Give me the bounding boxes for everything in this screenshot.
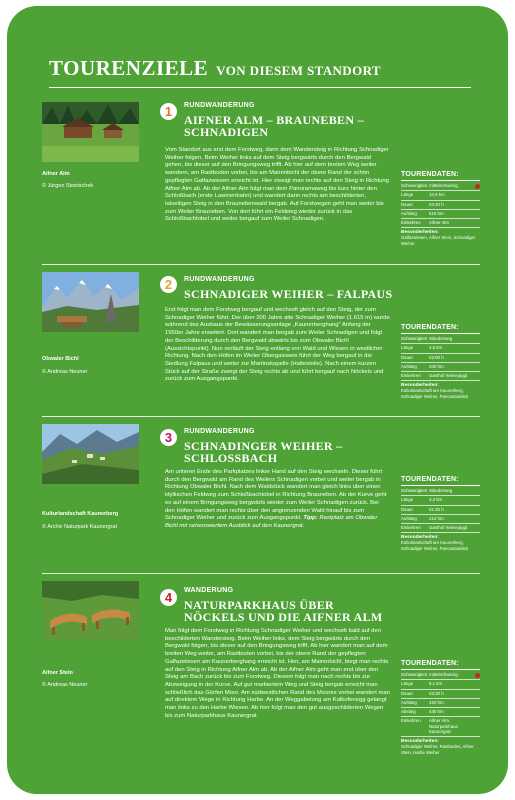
difficulty-dot-icon	[475, 184, 480, 189]
tour-kind: RUNDWANDERUNG	[184, 276, 255, 283]
tour-data-row: Länge 10,9 km	[401, 191, 480, 200]
title-sub: VON DIESEM STANDORT	[216, 63, 382, 78]
tour-number-badge: 2	[160, 276, 177, 293]
tour-data-row: Schwierigkeit mittelschwierig	[401, 182, 480, 191]
besonderheiten-label: Besonderheiten:	[401, 738, 439, 744]
tour-data-table	[401, 660, 480, 755]
tour-title: SCHNADIGER WEIHER – FALPAUS	[184, 287, 393, 301]
besonderheiten-value: Kulturlandschaft am Kaunerberg, Schnadiger Weiher, Panoramablick	[401, 540, 469, 552]
tour-number-badge: 1	[160, 103, 177, 120]
tour-description: Vom Standort aus erst dem Forstweg, dann dem Wandersteig in Richtung Schnadiger Weiher folgen. Beim Weiher links auf dem Steig bergwärts durch den Bergwald gehen, bis dieser auf den Bringungsweg trifft. Ab hier auf dem breiten Weg weiter wandern, am Rastboden vorbei, bis am Mairenbichl der obere Rand der schön gepflegten Galfazwiesen erreicht ist. Hier zweigt man rechts auf den Steig in Richtung Aifner Alm ab. Ab der Aifner Alm folgt man dem Panoramaweg bis kurz hinter den Schloßbach (erste Lawinenbahn) und wandert dann rechts am beschilderten, talseitigen Steig in den Braunebenwald bergab. Auf Forstwegen geht man weiter bis zum Weiler Brauneben. Von dort führt ein Feldweg wieder zurück in das Schloßbachtobel und weiter bergauf zum Weiler Schnadigen.	[165, 147, 389, 223]
besonderheiten-value: Schnadiger Weiher, Rastboden, Aifner Stein, Harbe Weiher	[401, 743, 474, 755]
poster-board	[7, 6, 508, 794]
photo-credit: © Andreas Neuner	[42, 682, 88, 688]
tip-text: Rastplatz am Obwaler Bichl mit sehenswertem Ausblick auf den Kaunergrat.	[165, 515, 378, 529]
besonderheiten-label: Besonderheiten:	[401, 230, 439, 236]
photo-credit: © Jürgen Stoetschek	[42, 183, 94, 189]
photo-title: Aifner Stein	[42, 670, 73, 676]
tour-data-row: Schwierigkeit Wanderweg	[401, 487, 480, 496]
tour-data-row: Länge 8,1 km	[401, 680, 480, 689]
tour-data-row: Dauer 03:20 h	[401, 690, 480, 699]
photo-aifner-alm	[42, 102, 139, 162]
photo-credit: © Archiv Naturpark Kaunergrat	[42, 524, 117, 530]
tour-number-badge: 3	[160, 429, 177, 446]
besonderheiten-value: Galfazwiesen, Aifner Stein, Schnadiger Weiher	[401, 235, 476, 247]
section-divider	[42, 573, 480, 574]
title-main: TOURENZIELE	[49, 56, 209, 80]
besonderheiten-label: Besonderheiten:	[401, 535, 439, 541]
tour-data-row: Aufstieg 212 hm	[401, 515, 480, 524]
tour-data-heading: TOURENDATEN:	[401, 660, 480, 670]
tour-data-heading: TOURENDATEN:	[401, 476, 480, 486]
photo-kulturlandschaft	[42, 424, 139, 484]
tour-data-heading: TOURENDATEN:	[401, 324, 480, 334]
tour-data-row: Einkehren Aifner Alm, Naturparkhaus Kaunergrat	[401, 717, 480, 737]
tour-title: AIFNER ALM – BRAUNEBEN – SCHNADIGEN	[184, 113, 364, 139]
tour-data-row: Aufstieg 616 hm	[401, 210, 480, 219]
tour-title: SCHNADINGER WEIHER – SCHLOSSBACH	[184, 439, 343, 465]
tour-data-row: Abstieg 440 hm	[401, 708, 480, 717]
tour-kind: RUNDWANDERUNG	[184, 428, 255, 435]
tour-data-row: Einkehren Gasthof Wiesejaggl	[401, 524, 480, 533]
tour-data-table	[401, 171, 480, 247]
tour-data-row: Schwierigkeit mittelschwierig	[401, 671, 480, 680]
tour-data-table	[401, 476, 480, 552]
tour-data-row: Dauer 02:00 h	[401, 354, 480, 363]
tour-data-row: Einkehren Gasthof Wiesejaggl	[401, 372, 480, 381]
tour-data-row: Aufstieg 200 hm	[401, 363, 480, 372]
page-title	[49, 56, 381, 81]
section-divider	[42, 264, 480, 265]
tour-kind: WANDERUNG	[184, 587, 234, 594]
tour-data-row: Dauer 01:30 h	[401, 506, 480, 515]
tour-data-table	[401, 324, 480, 400]
photo-obwaler-bichl	[42, 272, 139, 332]
tour-description: Erst folgt man dem Forstweg bergauf und wechselt gleich auf den Steig, der zum Schnadiger Weiher führt. Der über 200 Jahre alte Schnadiger Weiher (1.615 m) wurde während des Ausbaus der Bewässerungsanlage „Kaunerberghang" Anfang der 1950er Jahre erweitert. Dort wandert man bergab zum Weiler Schnadigen und folgt der Beschilderung durch den Bergwald abwärts bis zum Obwaler Bichl (Aussichtspunkt). Nun verläuft der Steig entlang von Wald und Wiesen in westlicher Richtung. Nach den Höfen im Weiler Obergaisweis führt der Weg bergauf in die Siedlung Falpaus und weiter zur Martinskapelle (Haltestelle). Nach einem kurzen Stück auf der Straße zweigt der Steig rechts ab und führt bergauf nach Nöckels und zurück zum Ausgangspunkt.	[165, 307, 390, 383]
besonderheiten-value: Kulturlandschaft am Kaunerberg, Schnadiger Weiher, Panoramablick	[401, 388, 469, 400]
tour-kind: RUNDWANDERUNG	[184, 102, 255, 109]
tour-data-row: Länge 4,5 km	[401, 344, 480, 353]
photo-aifner-stein	[42, 581, 139, 641]
tour-number-badge: 4	[160, 589, 177, 606]
tour-data-row: Länge 3,3 km	[401, 496, 480, 505]
photo-credit: © Andreas Neuner	[42, 369, 88, 375]
tip-label: Tipp:	[303, 515, 318, 522]
besonderheiten-label: Besonderheiten:	[401, 383, 439, 389]
tour-title: NATURPARKHAUS ÜBER NÖCKELS UND DIE AIFNER ALM	[184, 598, 383, 624]
difficulty-dot-icon	[475, 673, 480, 678]
photo-title: Obwaler Bichl	[42, 356, 79, 362]
photo-title: Kulturlandschaft Kaunerberg	[42, 511, 119, 517]
tour-description-body: Am unteren Ende des Parkplatzes linker Hand auf den Steig wechseln. Dieser führt durch den Bergwald am Rand des Weilers Schnadigen vorbei und weiter bergab in Richtung Obwaler Bichl. Nach dem Waldstück wandert man gleich links über einen idyllischen Feldweg zum Schloßbachtobel in Richtung Brauneben. Ab der Kurve geht es auf einem Bringungsweg bergwärts wieder zum Weiler Schnadigen zurück. Bei den Höfen wandert man rechts über den angrenzenden Wald hinauf bis zum Schnadiger Weiher und zurück zum Ausgangspunkt.	[165, 469, 387, 522]
tour-data-heading: TOURENDATEN:	[401, 171, 480, 181]
tour-data-row: Aufstieg 420 hm	[401, 699, 480, 708]
photo-title: Aifner Alm	[42, 171, 70, 177]
title-divider	[49, 87, 471, 88]
tour-data-row: Einkehren Aifner Alm	[401, 219, 480, 228]
tour-description	[165, 469, 390, 531]
tour-data-row: Dauer 04:40 h	[401, 201, 480, 210]
tour-description: Man folgt dem Forstweg in Richtung Schnadiger Weiher und wechselt bald auf den beschilderten Wandersteig. Beim Weiher links, dem Steig bergwärts durch den Bergwald folgen, bis dieser auf den Bringungsweg trifft. Ab hier wandert man auf dem breiten Weg weiter, am Rastboden vorbei, bis der obere Rand der gepflegten Galfazwiesen am Kaunerberghang erreicht ist. Hier, am Mairenbichl, biegt man rechts auf den Steig in Richtung Aifner Alm ab. Ab der Aifner Alm geht man erst über den Steig am Bach zurück bis zum Forstweg. Diesem folgt man nach rechts bis zur Abzweigung in der Kurve. Auf gut markiertem Weg und Steig bergab erreicht man schließlich das Görfen Moor. Am südwestlichen Rand des Moores vorbei wandert man auf direktem Wege in Richtung Harbe. An der Weggabelung am Kalkofenegg gelangt man links zu den Harbe Wiesen. Ab hier folgt man den gut ausgeschilderten Wegen bis zum Naturparkhaus Kaunergrat.	[165, 628, 390, 719]
section-divider	[42, 416, 480, 417]
tour-data-row: Schwierigkeit Wanderweg	[401, 335, 480, 344]
